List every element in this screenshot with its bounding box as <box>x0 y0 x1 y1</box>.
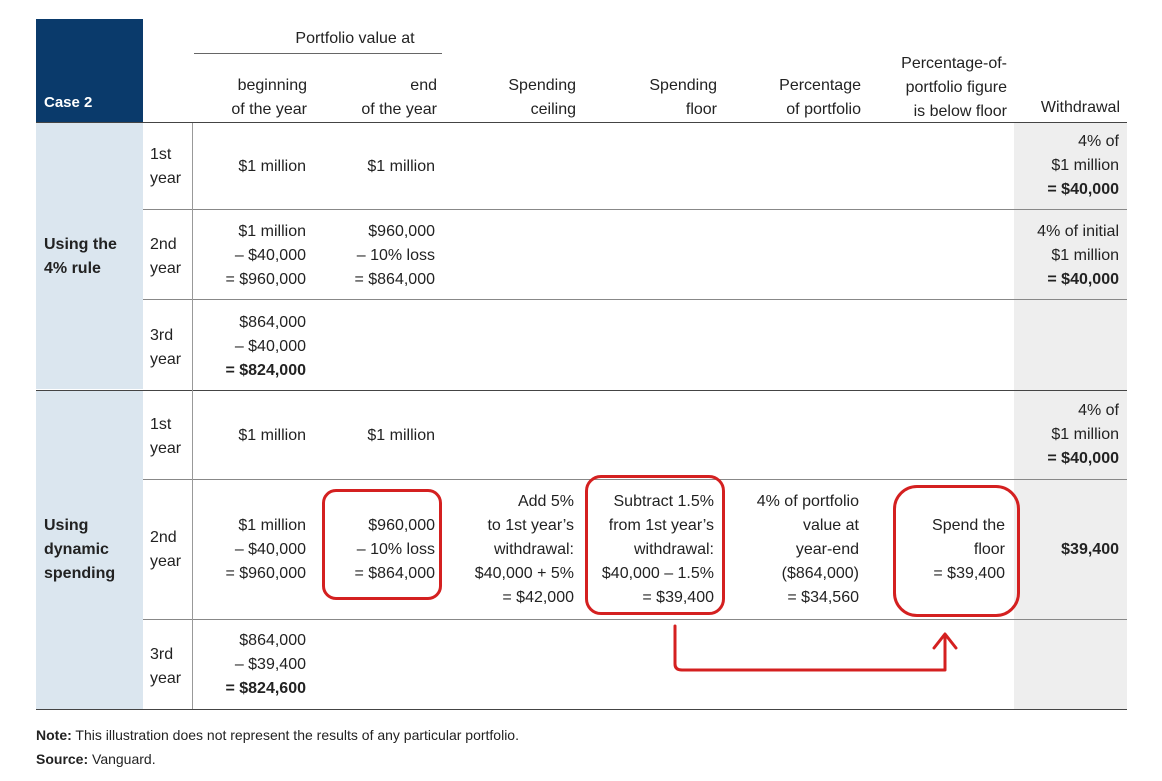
end-value: $960,000 – 10% loss = $864,000 <box>354 223 435 288</box>
section-label-dynamic-spending: Using dynamic spending <box>44 517 116 582</box>
section-divider <box>36 390 1127 391</box>
annotation-circle-spending-floor <box>585 475 725 615</box>
withdrawal-value: 4% of initial $1 million = $40,000 <box>1037 223 1119 288</box>
header-beginning: beginning of the year <box>231 77 307 118</box>
annotation-circle-below-floor <box>893 485 1020 617</box>
withdrawal-value: 4% of $1 million = $40,000 <box>1047 402 1119 467</box>
beginning-value: $1 million <box>238 158 306 175</box>
header-percentage-of-portfolio: Percentage of portfolio <box>779 77 861 118</box>
row-divider <box>143 619 1127 620</box>
row-divider <box>143 209 1127 210</box>
header-spending-ceiling: Spending ceiling <box>508 77 576 118</box>
withdrawal-value: $39,400 <box>1061 541 1119 558</box>
below-floor-value: Spend the floor = $39,400 <box>932 517 1005 582</box>
header-spending-floor: Spending floor <box>649 77 717 118</box>
end-value: $960,000 – 10% loss = $864,000 <box>354 517 435 582</box>
table-bottom-rule <box>36 709 1127 710</box>
year-label: 3rd year <box>150 327 182 368</box>
header-end: end of the year <box>361 77 437 118</box>
footer-source: Source: Vanguard. <box>36 751 156 767</box>
year-label: 1st year <box>150 146 182 187</box>
end-value: $1 million <box>367 427 435 444</box>
spending-floor-value: Subtract 1.5% from 1st year’s withdrawal: $40,000 – 1.5% = $39,400 <box>601 493 714 606</box>
year-label: 2nd year <box>150 529 182 570</box>
year-label: 1st year <box>150 416 182 457</box>
case-label: Case 2 <box>44 94 93 111</box>
group-header-rule <box>194 53 442 54</box>
header-withdrawal: Withdrawal <box>1040 99 1120 116</box>
beginning-value: $864,000 – $39,400 = $824,600 <box>225 632 306 697</box>
row-divider <box>143 299 1127 300</box>
beginning-value: $1 million – $40,000 = $960,000 <box>225 223 306 288</box>
section-label-4pct-rule: Using the 4% rule <box>44 236 117 277</box>
beginning-value: $864,000 – $40,000 = $824,000 <box>225 314 306 379</box>
year-label: 3rd year <box>150 646 182 687</box>
beginning-value: $1 million – $40,000 = $960,000 <box>225 517 306 582</box>
percentage-of-portfolio-value: 4% of portfolio value at year-end ($864,000) = $34,560 <box>756 493 859 606</box>
end-value: $1 million <box>367 158 435 175</box>
year-label: 2nd year <box>150 236 182 277</box>
portfolio-value-group-header: Portfolio value at <box>295 30 415 47</box>
spending-ceiling-value: Add 5% to 1st year’s withdrawal: $40,000 + 5% = $42,000 <box>474 493 574 606</box>
header-below-floor: Percentage-of- portfolio figure is below floor <box>901 55 1007 120</box>
year-column-divider <box>192 123 193 709</box>
annotation-circle-end-value <box>322 489 442 600</box>
beginning-value: $1 million <box>238 427 306 444</box>
annotation-arrow <box>660 620 960 680</box>
footer-note: Note: This illustration does not represent the results of any particular portfolio. <box>36 727 519 743</box>
withdrawal-value: 4% of $1 million = $40,000 <box>1047 133 1119 198</box>
